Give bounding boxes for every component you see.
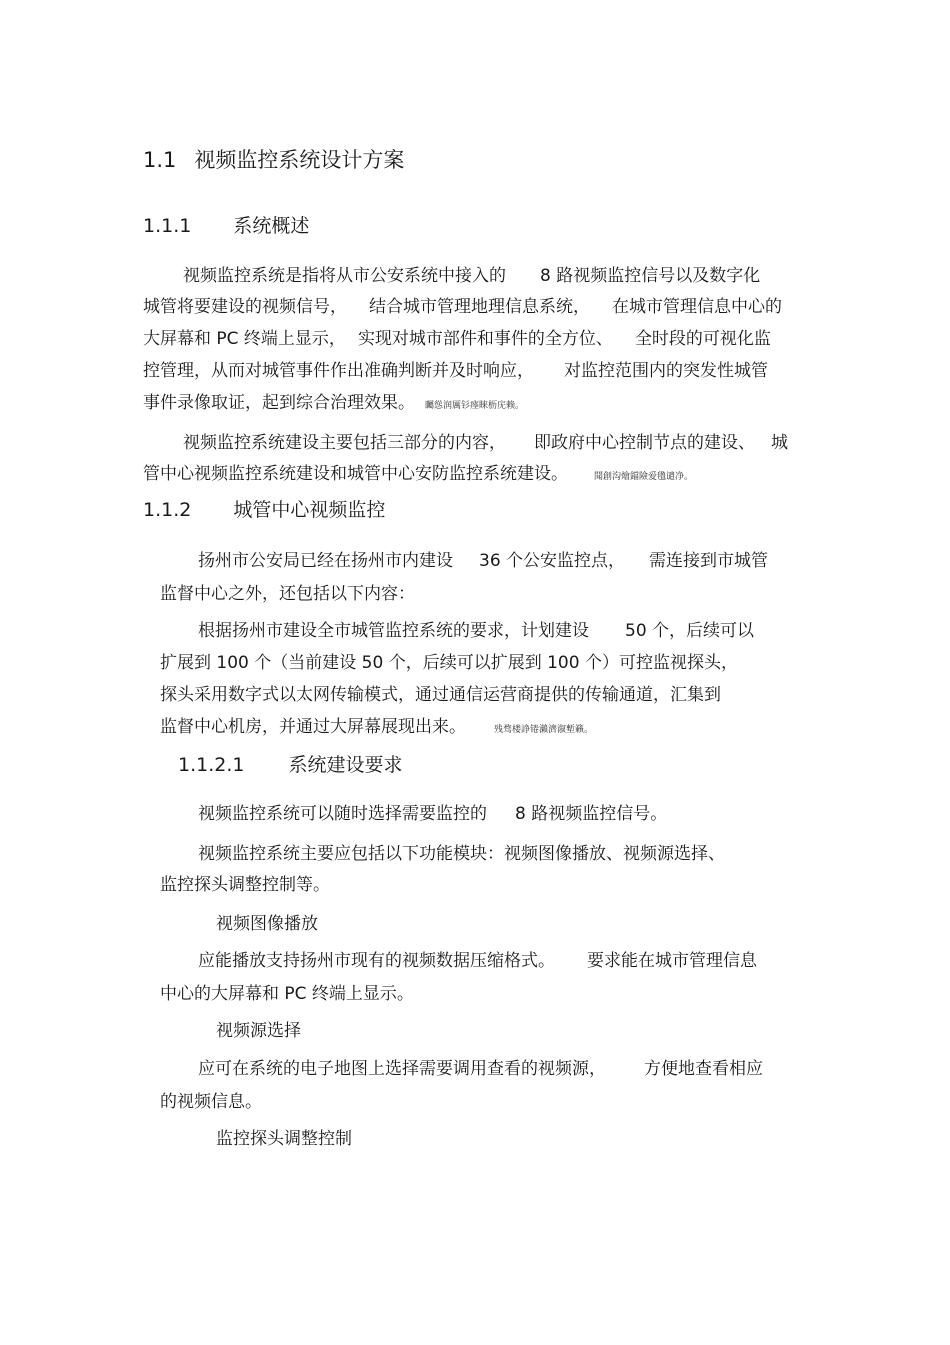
text-run: 探头采用数字式以太网传输模式，通过通信运营商提供的传输通道，汇集到 <box>160 685 721 705</box>
text-run: 监督中心之外，还包括以下内容： <box>160 584 415 604</box>
text-run: 需连接到市城管 <box>649 551 769 571</box>
text-run: 事件录像取证，起到综合治理效果。 <box>143 393 415 413</box>
paragraph-line <box>160 1091 262 1113</box>
section-number: 1.1.1 <box>143 215 192 237</box>
paragraph-line <box>160 583 415 605</box>
section-number: 1.1.2 <box>143 499 192 521</box>
text-run: 36 个公安监控点， <box>479 551 626 571</box>
paragraph-line <box>143 296 782 318</box>
section-heading-1-1-1 <box>143 214 309 238</box>
section-number: 1.1 <box>143 148 177 172</box>
text-run: 视频监控系统主要应包括以下功能模块：视频图像播放、视频源选择、 <box>198 844 725 864</box>
text-run: 应可在系统的电子地图上选择需要调用查看的视频源， <box>198 1059 606 1079</box>
section-title: 视频监控系统设计方案 <box>194 148 405 172</box>
text-run: 监控探头调整控制等。 <box>160 875 330 895</box>
text-run: 监控探头调整控制 <box>216 1129 352 1149</box>
paragraph-line <box>198 803 667 825</box>
text-run: 8 路视频监控信号。 <box>515 804 668 824</box>
text-run: 控管理，从而对城管事件作出准确判断并及时响应， <box>143 361 534 381</box>
text-run: 结合城市管理地理信息系统， <box>369 297 590 317</box>
subsection-label <box>216 1020 301 1042</box>
text-run: 视频监控系统是指将从市公安系统中接入的 <box>183 266 506 286</box>
paragraph-line <box>143 392 524 417</box>
text-run: 要求能在城市管理信息 <box>587 951 757 971</box>
paragraph-line <box>160 652 738 674</box>
paragraph-line <box>160 716 593 741</box>
paragraph-line <box>160 874 330 896</box>
paragraph-line <box>198 1058 763 1080</box>
hidden-watermark-text: 聞創沟燴鐺險爱氇谴净。 <box>594 472 694 482</box>
text-run: 视频图像播放 <box>216 914 318 934</box>
paragraph-line <box>198 950 757 972</box>
text-run: 50 个，后续可以 <box>625 621 755 641</box>
paragraph-line <box>183 432 788 454</box>
text-run: 对监控范围内的突发性城管 <box>564 361 768 381</box>
paragraph-line <box>198 620 754 642</box>
text-run: 城 <box>771 433 788 453</box>
section-heading-1-1-2 <box>143 498 385 522</box>
paragraph-line <box>143 360 768 382</box>
paragraph-line <box>198 843 725 865</box>
section-title: 系统概述 <box>233 215 310 237</box>
section-heading-1-1-2-1 <box>178 753 403 777</box>
text-run: 应能播放支持扬州市现有的视频数据压缩格式。 <box>198 951 555 971</box>
paragraph-line <box>160 684 721 706</box>
text-run: 视频监控系统可以随时选择需要监控的 <box>198 804 487 824</box>
paragraph-line <box>143 328 771 350</box>
text-run: 城管将要建设的视频信号， <box>143 297 347 317</box>
text-run: 管中心视频监控系统建设和城管中心安防监控系统建设。 <box>143 464 568 484</box>
subsection-label <box>216 1128 352 1150</box>
text-run: 监督中心机房，并通过大屏幕展现出来。 <box>160 717 466 737</box>
text-run: 全时段的可视化监 <box>634 329 771 349</box>
text-run: 大屏幕和 PC 终端上显示， <box>143 329 346 349</box>
subsection-label <box>216 913 318 935</box>
text-run: 方便地查看相应 <box>644 1059 763 1079</box>
text-run: 的视频信息。 <box>160 1092 262 1112</box>
text-run: 扩展到 100 个（当前建设 50 个，后续可以扩展到 100 个）可控监视探头， <box>160 653 738 673</box>
text-run: 实现对城市部件和事件的全方位、 <box>357 329 613 349</box>
text-run: 扬州市公安局已经在扬州市内建设 <box>198 551 453 571</box>
text-run: 视频源选择 <box>216 1021 301 1041</box>
section-title: 城管中心视频监控 <box>233 499 386 521</box>
paragraph-line <box>198 550 768 572</box>
text-run: 根据扬州市建设全市城管监控系统的要求，计划建设 <box>198 621 589 641</box>
paragraph-line <box>183 265 760 287</box>
text-run: 视频监控系统建设主要包括三部分的内容， <box>183 433 506 453</box>
text-run: 在城市管理信息中心的 <box>612 297 782 317</box>
hidden-watermark-text: 矚慫润厲钐瘗睞枥庑赖。 <box>425 401 525 411</box>
text-run: 8 路视频监控信号以及数字化 <box>540 266 761 286</box>
text-run: 中心的大屏幕和 PC 终端上显示。 <box>160 984 414 1004</box>
paragraph-line <box>143 463 693 488</box>
paragraph-line <box>160 983 414 1005</box>
section-number: 1.1.2.1 <box>178 754 245 776</box>
section-heading-1-1 <box>143 147 404 173</box>
text-run: 即政府中心控制节点的建设、 <box>534 433 755 453</box>
section-title: 系统建设要求 <box>288 754 403 776</box>
hidden-watermark-text: 残骛楼諍锩瀨濟溆塹籟。 <box>494 725 594 735</box>
